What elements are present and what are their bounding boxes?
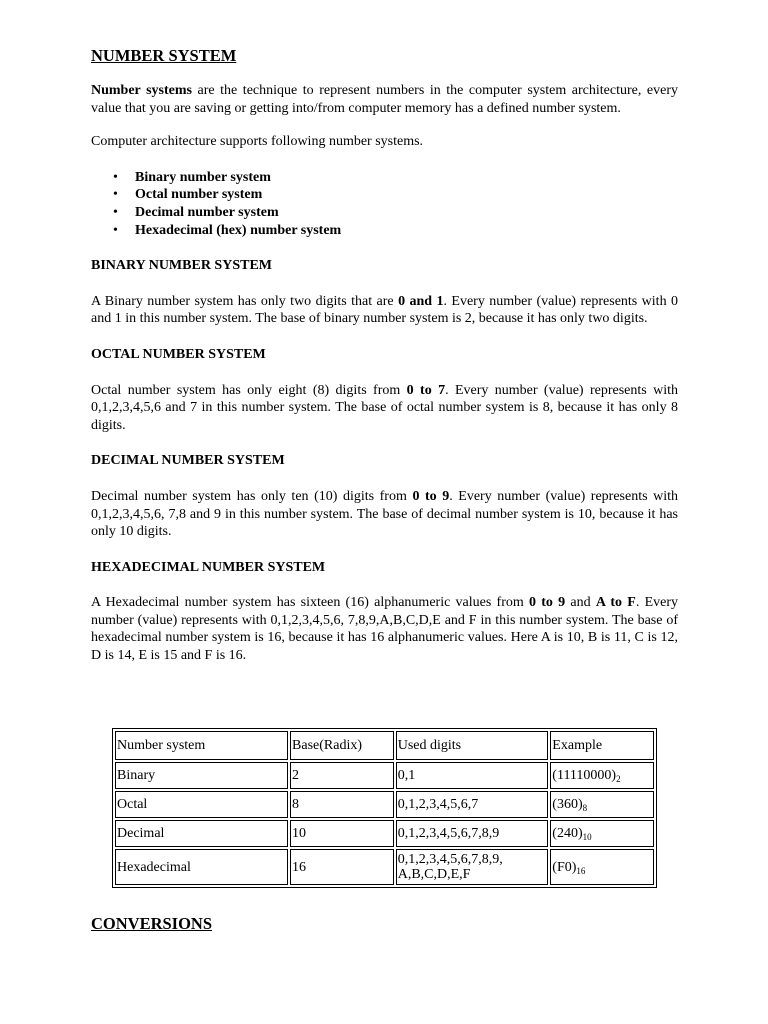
example-base: 8 <box>582 803 588 813</box>
table-row <box>115 849 654 885</box>
digits-line: A,B,C,D,E,F <box>397 867 471 882</box>
table-cell <box>550 762 654 789</box>
example-value: (240) <box>552 826 583 841</box>
list-item: • Hexadecimal (hex) number system <box>135 222 678 240</box>
decimal-heading: DECIMAL NUMBER SYSTEM <box>91 453 285 469</box>
decimal-text-1: Decimal number system has only ten (10) digits from <box>91 488 413 504</box>
table-header-cell: Used digits <box>396 731 549 760</box>
binary-bold: 0 and 1 <box>398 293 444 309</box>
octal-paragraph <box>91 382 678 435</box>
intro-paragraph <box>91 82 678 117</box>
octal-bold: 0 to 7 <box>406 382 446 398</box>
hex-bold-1: 0 to 9 <box>528 595 566 611</box>
hex-text-1: A Hexadecimal number system has sixteen (16) alphanumeric values from <box>91 595 529 611</box>
example-base: 2 <box>616 774 621 784</box>
example-base: 16 <box>576 865 586 876</box>
list-item: • Octal number system <box>135 186 678 204</box>
number-system-table <box>112 728 657 888</box>
table-header-cell: Number system <box>115 731 288 760</box>
conversions-heading: CONVERSIONS <box>91 914 213 933</box>
digits-line: 0,1,2,3,4,5,6,7,8,9, <box>397 852 503 867</box>
table-header-cell: Base(Radix) <box>290 731 394 760</box>
octal-heading: OCTAL NUMBER SYSTEM <box>91 346 266 362</box>
table-cell <box>550 849 654 885</box>
table-cell <box>550 820 654 847</box>
table-row <box>115 820 654 847</box>
table-cell <box>550 791 654 818</box>
table-cell: Binary <box>115 762 288 789</box>
intro-text: are the technique to represent numbers in the computer system architecture, every value that you are saving or getting into/from computer memory has a defined number system. <box>91 83 678 116</box>
hex-paragraph <box>91 594 678 664</box>
hex-text-2: and <box>565 595 596 611</box>
document-body <box>91 46 678 665</box>
decimal-text-2: . Every number (value) represents with 0,1,2,3,4,5,6, 7,8 and 9 in this number system. The base of decimal number system is 10, because it has only 10 digits. <box>91 488 678 540</box>
binary-paragraph <box>91 293 678 328</box>
page-title: NUMBER SYSTEM <box>91 46 237 65</box>
hex-heading: HEXADECIMAL NUMBER SYSTEM <box>91 559 326 575</box>
list-item: • Binary number system <box>135 169 678 187</box>
table-row <box>115 762 654 789</box>
example-value: (F0) <box>552 859 577 875</box>
octal-text-2: . Every number (value) represents with 0,1,2,3,4,5,6 and 7 in this number system. The base of octal number system is 8, because it has only 8 digits. <box>91 382 678 433</box>
hex-bold-2: A to F <box>595 595 636 611</box>
decimal-paragraph <box>91 488 678 541</box>
example-base: 10 <box>582 832 592 842</box>
hex-text-3: . Every number (value) represents with 0,1,2,3,4,5,6, 7,8,9,A,B,C,D,E and F in this number system. The base of hexadecimal number system is 16, because it has 16 alphanumeric values. Here A is 10, B is 11, C is 12, D is 14, E is 15 and F is 16. <box>91 595 679 664</box>
table-cell: Decimal <box>115 820 288 847</box>
table-row <box>115 791 654 818</box>
table-cell: 0,1,2,3,4,5,6,7,8,9 <box>396 820 549 847</box>
table-header-row <box>115 731 654 760</box>
table-header-cell: Example <box>550 731 654 760</box>
table-cell: Octal <box>115 791 288 818</box>
table-cell: 10 <box>290 820 394 847</box>
example-value: (11110000) <box>552 768 617 783</box>
intro-bold-lead: Number systems <box>91 83 192 98</box>
number-system-list <box>91 169 678 239</box>
table-cell: 16 <box>290 849 394 885</box>
table-cell: 2 <box>290 762 394 789</box>
binary-text-1: A Binary number system has only two digits that are <box>91 293 399 309</box>
binary-heading: BINARY NUMBER SYSTEM <box>91 258 273 274</box>
table-cell: Hexadecimal <box>115 849 288 885</box>
list-item: • Decimal number system <box>135 204 678 222</box>
table-cell <box>396 849 549 885</box>
table-cell: 0,1 <box>396 762 549 789</box>
supports-line: Computer architecture supports following number systems. <box>91 134 424 150</box>
table-cell: 8 <box>290 791 394 818</box>
octal-text-1: Octal number system has only eight (8) digits from <box>91 382 407 398</box>
example-value: (360) <box>552 797 583 812</box>
decimal-bold: 0 to 9 <box>412 488 450 504</box>
table-cell: 0,1,2,3,4,5,6,7 <box>396 791 549 818</box>
binary-text-2: . Every number (value) represents with 0 and 1 in this number system. The base of binary number system is 2, because it has only two digits. <box>91 293 678 327</box>
